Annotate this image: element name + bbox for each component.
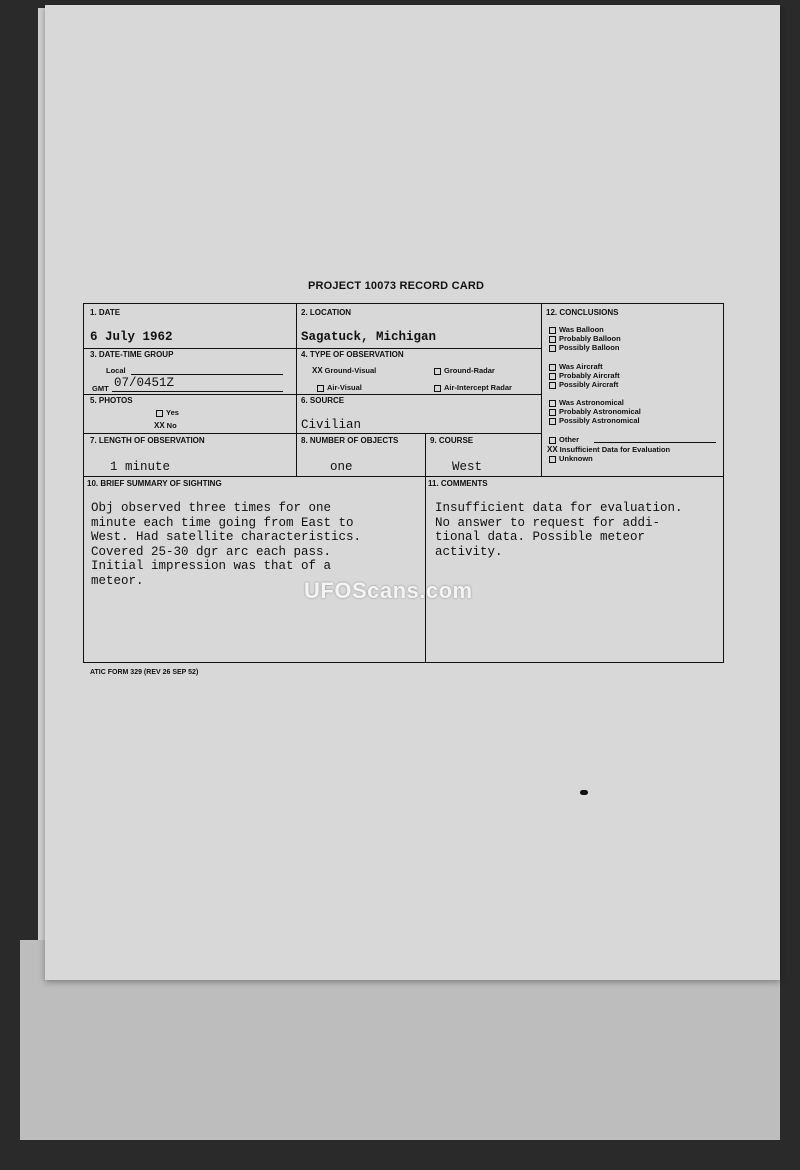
- conclusions-label: 12. CONCLUSIONS: [546, 308, 619, 317]
- local-label: Local: [106, 366, 126, 375]
- objects-value: one: [330, 460, 353, 474]
- conclusion-item: Probably Astronomical: [549, 407, 641, 416]
- comments-label: 11. COMMENTS: [428, 479, 488, 488]
- date-value: 6 July 1962: [90, 330, 173, 344]
- air-visual-option: Air-Visual: [317, 383, 362, 392]
- date-label: 1. DATE: [90, 308, 121, 317]
- location-label: 2. LOCATION: [301, 308, 352, 317]
- dtg-label: 3. DATE-TIME GROUP: [90, 350, 174, 359]
- summary-text: Obj observed three times for one minute each time going from East to West. Had satellite characteristics. Covered 25-30 dgr arc each pass. Initial impression was that of a meteor.: [91, 501, 362, 588]
- length-value: 1 minute: [110, 460, 171, 474]
- record-card: [83, 303, 724, 663]
- course-label: 9. COURSE: [430, 436, 474, 445]
- air-intercept-option: Air-Intercept Radar: [434, 383, 512, 392]
- ground-visual-option: XX Ground-Visual: [312, 366, 377, 375]
- length-label: 7. LENGTH OF OBSERVATION: [90, 436, 205, 445]
- course-value: West: [452, 460, 483, 474]
- source-value: Civilian: [301, 418, 362, 432]
- conclusion-item: Possibly Aircraft: [549, 380, 618, 389]
- summary-label: 10. BRIEF SUMMARY OF SIGHTING: [87, 479, 222, 488]
- card-title: PROJECT 10073 RECORD CARD: [308, 280, 485, 292]
- conclusion-item: Possibly Balloon: [549, 343, 619, 352]
- conclusion-item: Probably Balloon: [549, 334, 621, 343]
- ink-spot: [580, 790, 588, 795]
- watermark: UFOScans.com: [304, 578, 473, 603]
- conclusion-item: Possibly Astronomical: [549, 416, 640, 425]
- objects-label: 8. NUMBER OF OBJECTS: [301, 436, 399, 445]
- conclusion-item: Probably Aircraft: [549, 371, 620, 380]
- conclusion-item-other: Other: [549, 435, 579, 444]
- conclusion-item: Unknown: [549, 454, 593, 463]
- conclusion-item-selected: XX Insufficient Data for Evaluation: [547, 445, 671, 454]
- location-value: Sagatuck, Michigan: [301, 330, 437, 344]
- conclusion-item: Was Astronomical: [549, 398, 624, 407]
- observation-label: 4. TYPE OF OBSERVATION: [301, 350, 404, 359]
- photos-no-option: XX No: [154, 421, 177, 430]
- photos-yes-option: Yes: [156, 408, 179, 417]
- gmt-label: GMT: [92, 384, 109, 393]
- conclusion-item: Was Aircraft: [549, 362, 603, 371]
- form-number: ATIC FORM 329 (REV 26 SEP 52): [90, 669, 199, 676]
- conclusion-item: Was Balloon: [549, 325, 604, 334]
- photos-label: 5. PHOTOS: [90, 396, 133, 405]
- gmt-value: 07/0451Z: [114, 376, 175, 390]
- ground-radar-option: Ground-Radar: [434, 366, 495, 375]
- source-label: 6. SOURCE: [301, 396, 345, 405]
- comments-text: Insufficient data for evaluation. No answer to request for addi- tional data. Possible meteor activity.: [435, 501, 683, 559]
